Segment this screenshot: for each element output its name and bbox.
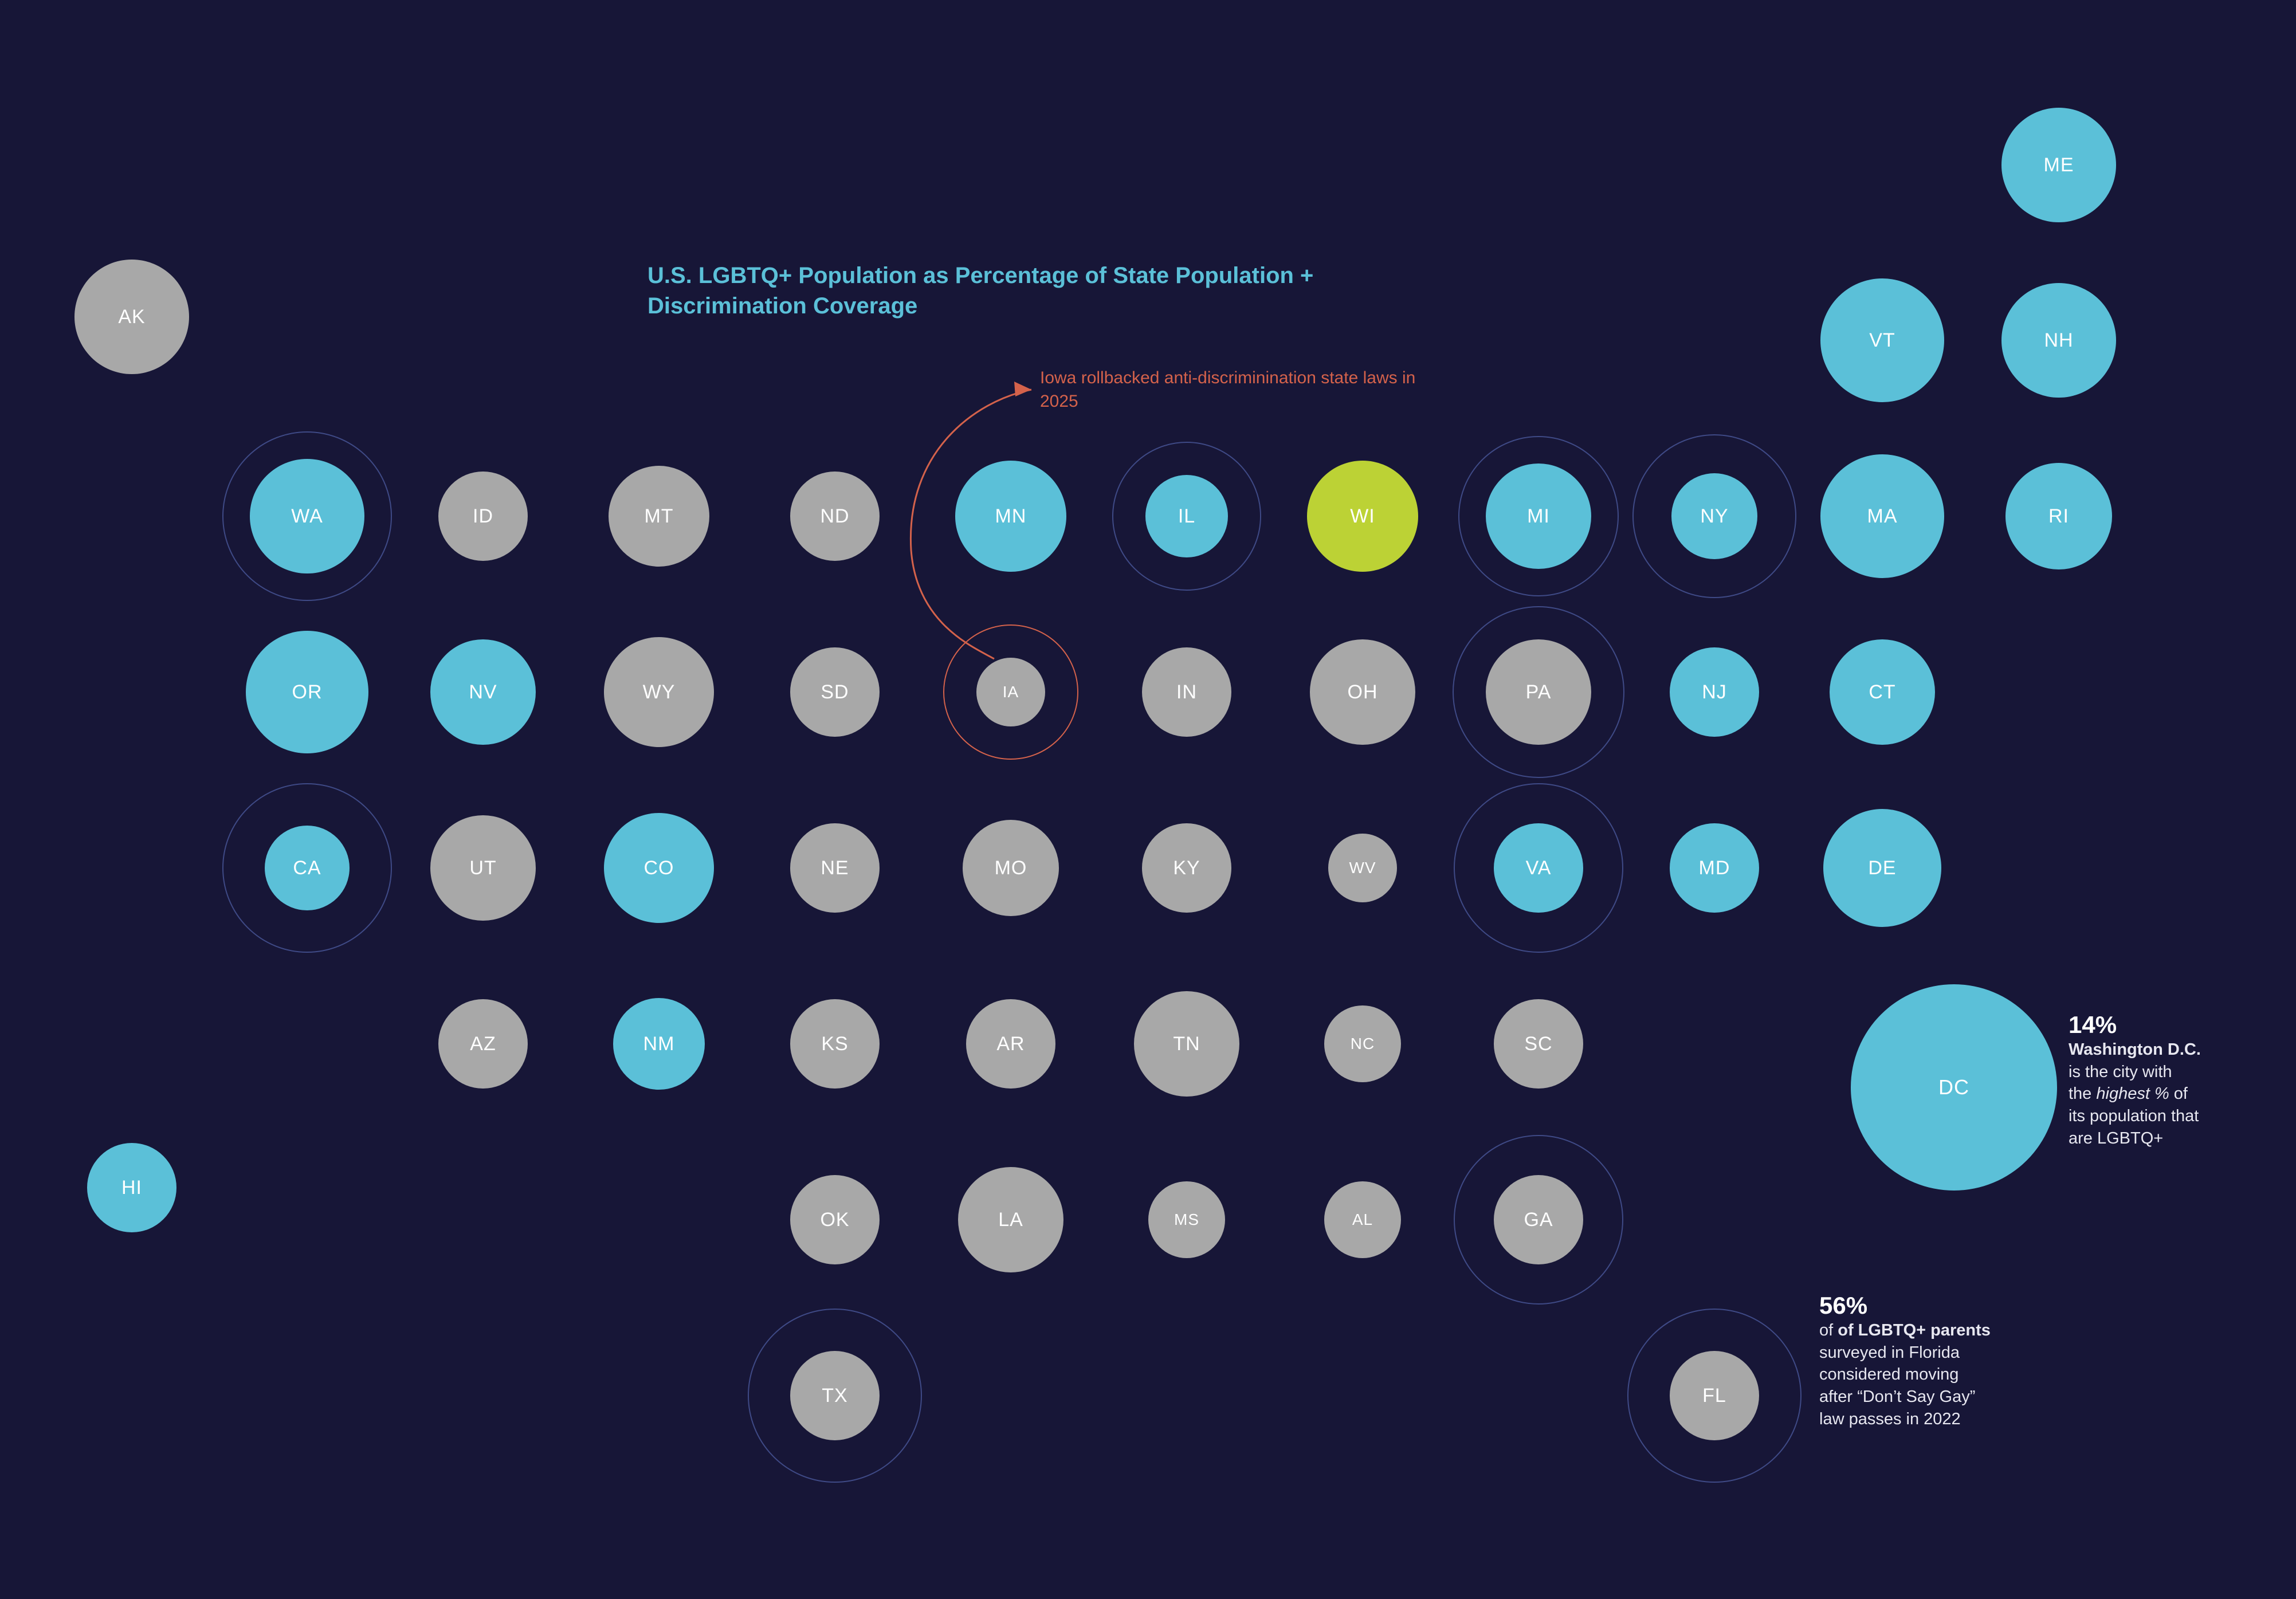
state-bubble-de[interactable] [1823, 809, 1941, 927]
state-bubble-ga[interactable] [1494, 1175, 1583, 1264]
state-bubble-ma[interactable] [1820, 454, 1944, 578]
state-label: AR [996, 1033, 1025, 1055]
state-bubble-la[interactable] [958, 1167, 1063, 1272]
state-bubble-or[interactable] [246, 631, 368, 753]
state-label: MT [644, 505, 674, 527]
state-bubble-ky[interactable] [1142, 823, 1231, 913]
callout-dc-lead: Washington D.C. [2069, 1040, 2201, 1059]
callout-dc-line1: is the city with [2069, 1062, 2172, 1081]
state-label: LA [998, 1209, 1023, 1231]
state-label: AL [1352, 1211, 1373, 1228]
state-label: TX [822, 1385, 848, 1407]
state-label: WY [642, 681, 676, 703]
state-bubble-mn[interactable] [955, 461, 1066, 572]
state-bubble-ct[interactable] [1830, 639, 1935, 745]
state-bubble-tx[interactable] [790, 1351, 880, 1440]
state-label: OK [820, 1209, 850, 1231]
state-bubble-id[interactable] [438, 472, 528, 561]
state-bubble-mi[interactable] [1486, 463, 1591, 569]
state-bubble-hi[interactable] [87, 1143, 176, 1232]
state-bubble-mo[interactable] [963, 820, 1059, 916]
callout-fl-line1: surveyed in Florida [1819, 1343, 1960, 1362]
state-bubble-ms[interactable] [1148, 1181, 1225, 1258]
state-label: TN [1173, 1033, 1200, 1055]
callout-fl-lead: of LGBTQ+ parents [1838, 1321, 1991, 1340]
state-bubble-nm[interactable] [613, 998, 705, 1090]
callout-dc-line4: are LGBTQ+ [2069, 1129, 2164, 1148]
state-bubble-wv[interactable] [1328, 834, 1397, 902]
callout-dc-line2-pre: the [2069, 1085, 2097, 1103]
state-bubble-wy[interactable] [604, 637, 714, 747]
state-label: GA [1524, 1209, 1553, 1231]
state-bubble-ny[interactable] [1671, 473, 1757, 559]
state-label: NE [821, 857, 849, 879]
state-label: VT [1869, 329, 1895, 351]
chart-title: U.S. LGBTQ+ Population as Percentage of State Population + Discrimination Coverage [647, 263, 1314, 319]
state-bubble-co[interactable] [604, 813, 714, 923]
state-bubble-mt[interactable] [609, 466, 709, 567]
state-label: OR [292, 681, 323, 703]
state-bubble-va[interactable] [1494, 823, 1583, 913]
state-label: CA [293, 857, 321, 879]
callout-fl-line4: law passes in 2022 [1819, 1409, 1961, 1428]
callout-dc-body [2069, 1039, 2275, 1149]
state-label: NM [643, 1033, 675, 1055]
callout-dc-stat: 14% [2069, 1011, 2117, 1038]
state-label: KY [1173, 857, 1200, 879]
state-label: MD [1698, 857, 1730, 879]
state-label: ND [820, 505, 850, 527]
state-label: CT [1869, 681, 1896, 703]
state-label: NJ [1702, 681, 1727, 703]
state-label: NY [1700, 505, 1729, 527]
state-bubble-tn[interactable] [1134, 991, 1239, 1097]
callout-fl-of: of [1819, 1321, 1838, 1340]
callout-fl-stat: 56% [1819, 1292, 1868, 1319]
state-bubble-vt[interactable] [1820, 278, 1944, 402]
state-label: IN [1176, 681, 1197, 703]
state-bubble-il[interactable] [1145, 475, 1228, 557]
state-bubble-md[interactable] [1670, 823, 1759, 913]
state-label: MI [1527, 505, 1550, 527]
state-label: IL [1178, 505, 1196, 527]
state-label: NH [2044, 329, 2074, 351]
state-bubble-ia[interactable] [976, 658, 1045, 726]
state-bubble-ut[interactable] [430, 815, 536, 921]
state-label: WA [291, 505, 323, 527]
state-bubble-ks[interactable] [790, 999, 880, 1089]
state-label: SC [1524, 1033, 1553, 1055]
iowa-annotation-text: Iowa rollbacked anti-discriminination state laws in 2025 [1040, 368, 1416, 411]
state-bubble-me[interactable] [2001, 108, 2116, 222]
callout-dc-line2-em: highest % [2096, 1085, 2169, 1103]
state-label: HI [121, 1177, 142, 1199]
callout-fl-line2: considered moving [1819, 1365, 1959, 1384]
state-label: ID [473, 505, 493, 527]
state-label: RI [2048, 505, 2069, 527]
state-label: MS [1174, 1211, 1199, 1228]
state-bubble-ne[interactable] [790, 823, 880, 913]
state-label: FL [1702, 1385, 1726, 1407]
state-label: ME [2043, 154, 2074, 176]
state-bubble-wi[interactable] [1307, 461, 1418, 572]
state-label: WI [1350, 505, 1375, 527]
state-label: MN [995, 505, 1027, 527]
state-bubble-al[interactable] [1324, 1181, 1401, 1258]
state-label: SD [821, 681, 849, 703]
state-bubble-az[interactable] [438, 999, 528, 1089]
state-bubble-pa[interactable] [1486, 639, 1591, 745]
state-label: MO [994, 857, 1027, 879]
state-bubble-nc[interactable] [1324, 1005, 1401, 1082]
state-label: DC [1938, 1075, 1969, 1099]
callout-fl-body [1819, 1319, 2060, 1430]
state-bubble-sc[interactable] [1494, 999, 1583, 1089]
state-bubble-ar[interactable] [966, 999, 1055, 1089]
callout-fl-line3: after “Don’t Say Gay” [1819, 1387, 1976, 1406]
state-bubble-ok[interactable] [790, 1175, 880, 1264]
state-label: NC [1350, 1035, 1375, 1052]
callout-florida [1819, 1292, 2060, 1430]
state-bubble-nd[interactable] [790, 472, 880, 561]
state-bubble-wa[interactable] [250, 459, 364, 573]
state-bubble-in[interactable] [1142, 647, 1231, 737]
state-bubble-nh[interactable] [2001, 283, 2116, 398]
state-bubble-oh[interactable] [1310, 639, 1415, 745]
state-label: AK [118, 306, 146, 328]
state-bubble-nj[interactable] [1670, 647, 1759, 737]
state-bubble-sd[interactable] [790, 647, 880, 737]
state-bubble-nv[interactable] [430, 639, 536, 745]
state-bubble-fl[interactable] [1670, 1351, 1759, 1440]
state-label: KS [821, 1033, 849, 1055]
state-bubble-dc[interactable] [1851, 984, 2057, 1191]
state-label: CO [643, 857, 674, 879]
state-bubble-ca[interactable] [265, 826, 350, 910]
state-label: MA [1867, 505, 1898, 527]
state-label: OH [1347, 681, 1378, 703]
state-label: VA [1525, 857, 1552, 879]
state-label: AZ [470, 1033, 496, 1055]
state-label: UT [469, 857, 497, 879]
state-bubble-ak[interactable] [74, 260, 189, 374]
state-label: NV [469, 681, 497, 703]
state-label: WV [1349, 859, 1376, 877]
state-label: PA [1525, 681, 1552, 703]
callout-washington-dc [2069, 1011, 2275, 1149]
state-label: IA [1002, 683, 1019, 701]
callout-dc-line3: its population that [2069, 1106, 2199, 1125]
callout-dc-line2-post: of [2169, 1085, 2188, 1103]
state-bubble-ri[interactable] [2005, 463, 2112, 569]
state-label: DE [1868, 857, 1897, 879]
